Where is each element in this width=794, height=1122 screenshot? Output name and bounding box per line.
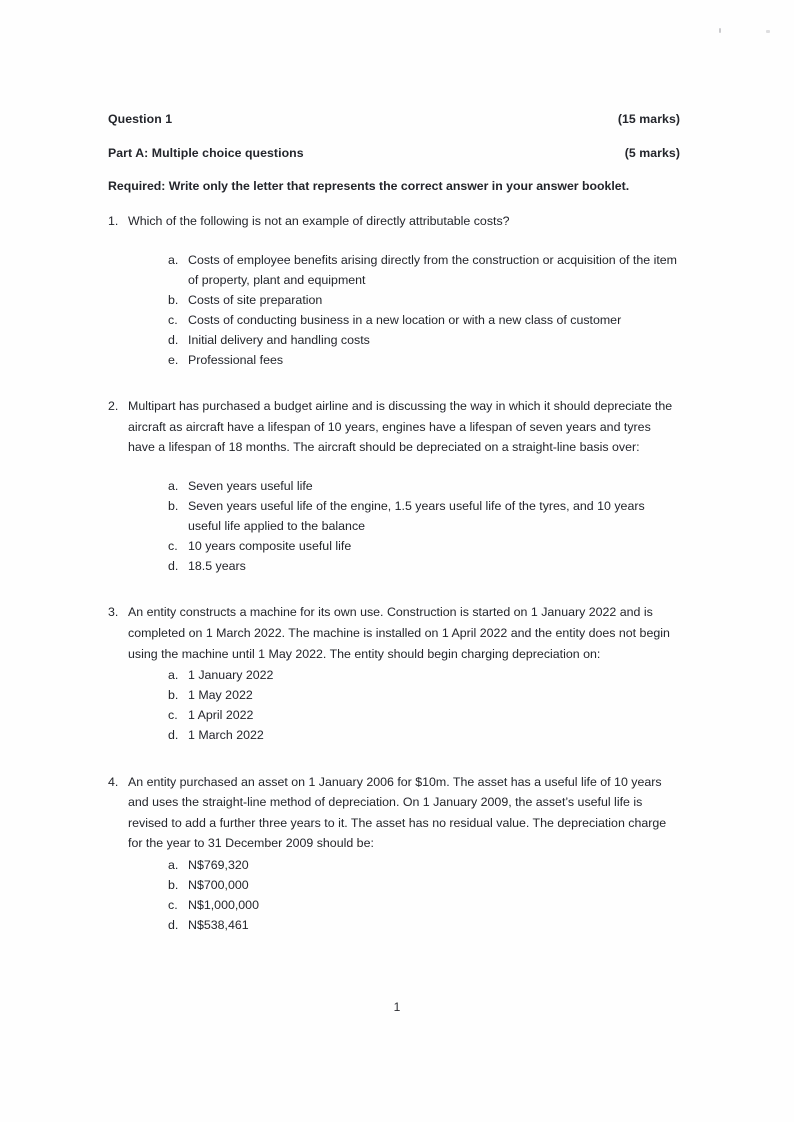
option-item[interactable] [128,725,680,745]
scan-artifact-speckle [719,28,721,33]
part-marks: (5 marks) [624,146,680,160]
option-letter: a. [168,478,179,493]
page-number: 1 [393,1000,401,1014]
option-item[interactable] [128,536,680,556]
option-item[interactable] [128,685,680,705]
option-list [128,665,680,745]
part-title: Part A: Multiple choice questions [108,146,304,160]
question-item [108,211,680,370]
option-item[interactable] [128,496,680,536]
option-item[interactable] [128,350,680,370]
option-item[interactable] [128,330,680,350]
question-marks: (15 marks) [617,112,680,126]
question-number: 1. [108,214,119,228]
question-text: An entity constructs a machine for its own use. Construction is started on 1 January 2022 and is completed on 1 March 2022. The machine is installed on 1 April 2022 and the entity does not begin using the machine until 1 May 2022. The entity should begin charging depreciation on: [128,605,670,661]
option-text: N$769,320 [188,857,249,872]
question-number: 2. [108,399,119,414]
question-item [108,772,680,936]
question-text: Multipart has purchased a budget airline and is discussing the way in which it should depreciate the aircraft as aircraft have a lifespan of 10 years, engines have a lifespan of seven years and tyres have a lifespan of 18 months. The aircraft should be depreciated on a straight-line basis over: [128,399,673,455]
option-item[interactable] [128,895,680,915]
option-letter: d. [168,332,179,347]
option-text: Seven years useful life [188,478,313,493]
option-text: N$1,000,000 [188,898,259,913]
part-heading-row [108,146,680,160]
question-title: Question 1 [108,112,173,126]
option-text: 1 May 2022 [188,688,253,703]
option-letter: d. [168,918,179,933]
option-text: Costs of employee benefits arising directly from the construction or acquisition of the item of property, plant and equipment [188,252,677,287]
option-list [128,250,680,371]
question-number: 3. [108,605,119,620]
option-letter: c. [168,539,178,554]
option-item[interactable] [128,915,680,935]
option-letter: c. [168,312,178,327]
document-body [108,112,680,935]
option-text: Seven years useful life of the engine, 1.5 years useful life of the tyres, and 10 years useful life applied to the balance [188,499,645,534]
option-letter: d. [168,559,179,574]
option-letter: b. [168,878,179,893]
option-item[interactable] [128,705,680,725]
option-list [128,476,680,576]
required-instruction: Required: Write only the letter that represents the correct answer in your answer booklet. [108,179,630,193]
option-text: 1 March 2022 [188,728,264,743]
option-item[interactable] [128,310,680,330]
option-text: 10 years composite useful life [188,539,352,554]
option-item[interactable] [128,875,680,895]
option-letter: a. [168,857,179,872]
page-footer [0,1000,794,1014]
option-item[interactable] [128,665,680,685]
option-item[interactable] [128,556,680,576]
option-text: Initial delivery and handling costs [188,332,370,347]
option-letter: b. [168,292,179,307]
option-letter: b. [168,499,179,514]
scan-artifact-speckle [766,30,770,33]
option-item[interactable] [128,855,680,875]
option-text: Costs of site preparation [188,292,323,307]
option-text: 1 April 2022 [188,708,254,723]
option-text: Costs of conducting business in a new location or with a new class of customer [188,312,622,327]
option-letter: a. [168,252,179,267]
option-text: Professional fees [188,353,284,368]
option-item[interactable] [128,476,680,496]
option-item[interactable] [128,250,680,290]
question-text: An entity purchased an asset on 1 January 2006 for $10m. The asset has a useful life of 10 years and uses the straight-line method of depreciation. On 1 January 2009, the asset’s useful life is revised to add a further three years to it. The asset has no residual value. The depreciation charge for the year to 31 December 2009 should be: [128,774,667,851]
option-letter: d. [168,728,179,743]
question-text: Which of the following is not an example of directly attributable costs? [128,214,510,228]
option-letter: c. [168,708,178,723]
question-item [108,396,680,576]
option-letter: c. [168,898,178,913]
option-item[interactable] [128,290,680,310]
question-number: 4. [108,774,119,789]
question-list [108,211,680,935]
question-heading-row [108,112,680,126]
option-text: 18.5 years [188,559,246,574]
option-list [128,855,680,935]
option-letter: b. [168,688,179,703]
option-letter: a. [168,668,179,683]
option-text: 1 January 2022 [188,668,274,683]
option-text: N$700,000 [188,878,249,893]
question-item [108,602,680,745]
option-letter: e. [168,353,179,368]
option-text: N$538,461 [188,918,249,933]
